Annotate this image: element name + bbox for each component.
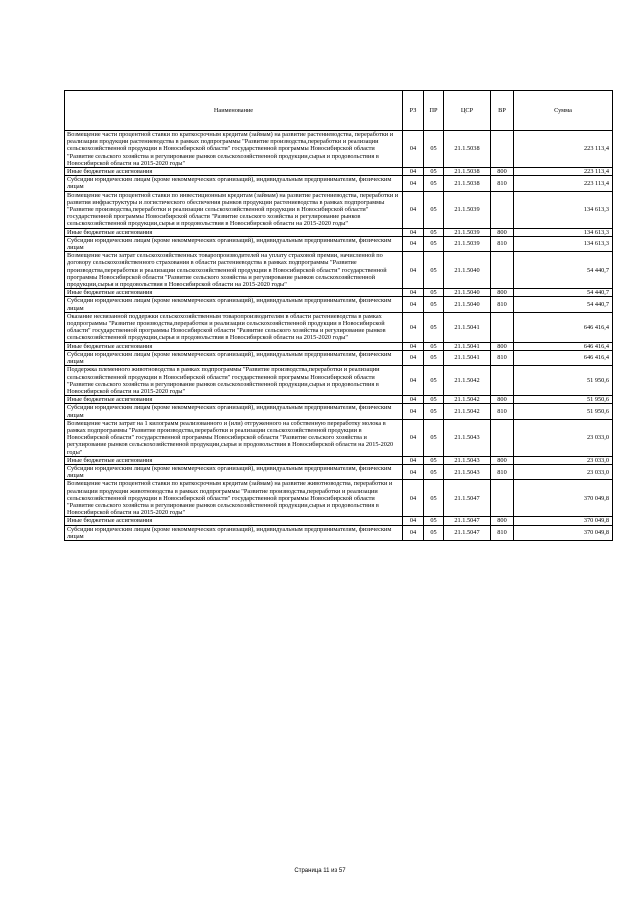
cell-vr bbox=[491, 480, 514, 517]
cell-name: Поддержка племенного животноводства в рамках подпрограммы "Развитие производства,переработки и реализации сельскохозяйственной продукции в Новосибирской области" государственной программы Новосибирской области "Развитие сельского хозяйства и регулирование рынков сельскохозяйственной продукции,сырья и продовольствия в Новосибирской области на 2015-2020 годы" bbox=[65, 366, 403, 396]
cell-pr: 05 bbox=[424, 366, 444, 396]
table-row bbox=[65, 312, 613, 342]
cell-csr: 21.1.5041 bbox=[444, 342, 491, 350]
cell-csr: 21.1.5038 bbox=[444, 131, 491, 168]
cell-csr: 21.1.5043 bbox=[444, 464, 491, 479]
cell-vr: 800 bbox=[491, 289, 514, 297]
cell-rz: 04 bbox=[403, 252, 424, 289]
cell-rz: 04 bbox=[403, 525, 424, 540]
header-sum: Сумма bbox=[514, 91, 613, 131]
cell-pr: 05 bbox=[424, 297, 444, 312]
cell-sum: 223 113,4 bbox=[514, 131, 613, 168]
cell-sum: 370 049,8 bbox=[514, 480, 613, 517]
cell-pr: 05 bbox=[424, 236, 444, 251]
cell-pr: 05 bbox=[424, 517, 444, 525]
cell-vr: 810 bbox=[491, 525, 514, 540]
cell-vr: 810 bbox=[491, 236, 514, 251]
cell-sum: 223 113,4 bbox=[514, 176, 613, 191]
cell-pr: 05 bbox=[424, 525, 444, 540]
cell-name: Оказание несвязанной поддержки сельскохозяйственным товаропроизводителям в области растениеводства в рамках подпрограммы "Развитие производства,переработки и реализации сельскохозяйственной продукции в Новосибирской области" государственной программы Новосибирской области "Развитие сельского хозяйства и регулирование рынков сельскохозяйственной продукции,сырья и продовольствия в Новосибирской области на 2015-2020 годы" bbox=[65, 312, 403, 342]
cell-name: Субсидии юридическим лицам (кроме некоммерческих организаций), индивидуальным предпринимателям, физическим лицам bbox=[65, 297, 403, 312]
table-row bbox=[65, 252, 613, 289]
cell-pr: 05 bbox=[424, 480, 444, 517]
table-row bbox=[65, 396, 613, 404]
table-row bbox=[65, 176, 613, 191]
cell-name: Иные бюджетные ассигнования bbox=[65, 396, 403, 404]
cell-name: Иные бюджетные ассигнования bbox=[65, 289, 403, 297]
table-row bbox=[65, 342, 613, 350]
cell-pr: 05 bbox=[424, 464, 444, 479]
cell-pr: 05 bbox=[424, 342, 444, 350]
cell-name: Иные бюджетные ассигнования bbox=[65, 456, 403, 464]
cell-vr: 800 bbox=[491, 168, 514, 176]
cell-vr: 810 bbox=[491, 176, 514, 191]
table-row bbox=[65, 191, 613, 228]
cell-pr: 05 bbox=[424, 312, 444, 342]
cell-rz: 04 bbox=[403, 517, 424, 525]
cell-sum: 134 613,3 bbox=[514, 236, 613, 251]
cell-sum: 54 440,7 bbox=[514, 297, 613, 312]
cell-sum: 23 033,0 bbox=[514, 456, 613, 464]
cell-rz: 04 bbox=[403, 168, 424, 176]
table-row bbox=[65, 464, 613, 479]
cell-csr: 21.1.5047 bbox=[444, 525, 491, 540]
cell-csr: 21.1.5042 bbox=[444, 396, 491, 404]
header-csr: ЦСР bbox=[444, 91, 491, 131]
cell-name: Возмещение части затрат сельскохозяйственных товаропроизводителей на уплату страховой премии, начисленной по договору сельскохозяйственного страхования в области растениеводства в рамках подпрограммы "Развитие производства,переработки и реализации сельскохозяйственной продукции в Новосибирской области" государственной программы Новосибирской области "Развитие сельского хозяйства и регулирование рынков сельскохозяйственной продукции,сырья и продовольствия в Новосибирской области на 2015-2020 годы" bbox=[65, 252, 403, 289]
cell-name: Возмещение части процентной ставки по инвестиционным кредитам (займам) на развитие растениеводства, переработки и развития инфраструктуры и логистического обеспечения рынков продукции растениеводства в рамках подпрограммы "Развитие производства,переработки и реализации сельскохозяйственной продукции в Новосибирской области" государственной программы Новосибирской области "Развитие сельского хозяйства и регулирование рынков сельскохозяйственной продукции,сырья и продовольствия в Новосибирской области на 2015-2020 годы" bbox=[65, 191, 403, 228]
table-row bbox=[65, 456, 613, 464]
cell-csr: 21.1.5047 bbox=[444, 517, 491, 525]
table-row bbox=[65, 297, 613, 312]
document-page bbox=[64, 90, 612, 541]
cell-pr: 05 bbox=[424, 289, 444, 297]
table-row bbox=[65, 168, 613, 176]
cell-sum: 51 950,6 bbox=[514, 404, 613, 419]
cell-pr: 05 bbox=[424, 456, 444, 464]
cell-sum: 646 416,4 bbox=[514, 312, 613, 342]
cell-sum: 134 613,3 bbox=[514, 228, 613, 236]
cell-pr: 05 bbox=[424, 228, 444, 236]
cell-vr: 800 bbox=[491, 456, 514, 464]
cell-sum: 134 613,3 bbox=[514, 191, 613, 228]
cell-rz: 04 bbox=[403, 289, 424, 297]
cell-rz: 04 bbox=[403, 396, 424, 404]
cell-name: Иные бюджетные ассигнования bbox=[65, 342, 403, 350]
cell-csr: 21.1.5042 bbox=[444, 404, 491, 419]
cell-csr: 21.1.5043 bbox=[444, 456, 491, 464]
cell-vr bbox=[491, 252, 514, 289]
cell-rz: 04 bbox=[403, 350, 424, 365]
cell-csr: 21.1.5039 bbox=[444, 228, 491, 236]
cell-rz: 04 bbox=[403, 404, 424, 419]
header-pr: ПР bbox=[424, 91, 444, 131]
cell-vr bbox=[491, 312, 514, 342]
table-row bbox=[65, 419, 613, 456]
cell-name: Субсидии юридическим лицам (кроме некоммерческих организаций), индивидуальным предпринимателям, физическим лицам bbox=[65, 404, 403, 419]
cell-vr: 800 bbox=[491, 517, 514, 525]
cell-pr: 05 bbox=[424, 350, 444, 365]
cell-pr: 05 bbox=[424, 176, 444, 191]
cell-sum: 646 416,4 bbox=[514, 350, 613, 365]
cell-pr: 05 bbox=[424, 168, 444, 176]
table-row bbox=[65, 480, 613, 517]
cell-rz: 04 bbox=[403, 312, 424, 342]
cell-pr: 05 bbox=[424, 191, 444, 228]
cell-name: Субсидии юридическим лицам (кроме некоммерческих организаций), индивидуальным предпринимателям, физическим лицам bbox=[65, 525, 403, 540]
cell-vr bbox=[491, 191, 514, 228]
cell-rz: 04 bbox=[403, 456, 424, 464]
header-vr: ВР bbox=[491, 91, 514, 131]
cell-pr: 05 bbox=[424, 419, 444, 456]
cell-rz: 04 bbox=[403, 464, 424, 479]
cell-name: Субсидии юридическим лицам (кроме некоммерческих организаций), индивидуальным предпринимателям, физическим лицам bbox=[65, 176, 403, 191]
cell-sum: 646 416,4 bbox=[514, 342, 613, 350]
cell-sum: 54 440,7 bbox=[514, 289, 613, 297]
cell-sum: 23 033,0 bbox=[514, 464, 613, 479]
cell-vr: 800 bbox=[491, 228, 514, 236]
cell-rz: 04 bbox=[403, 366, 424, 396]
cell-sum: 23 033,0 bbox=[514, 419, 613, 456]
table-row bbox=[65, 228, 613, 236]
cell-name: Субсидии юридическим лицам (кроме некоммерческих организаций), индивидуальным предпринимателям, физическим лицам bbox=[65, 236, 403, 251]
cell-csr: 21.1.5041 bbox=[444, 350, 491, 365]
cell-csr: 21.1.5040 bbox=[444, 297, 491, 312]
cell-rz: 04 bbox=[403, 131, 424, 168]
cell-csr: 21.1.5039 bbox=[444, 236, 491, 251]
cell-vr: 800 bbox=[491, 342, 514, 350]
cell-vr bbox=[491, 419, 514, 456]
cell-rz: 04 bbox=[403, 297, 424, 312]
cell-name: Возмещение части процентной ставки по краткосрочным кредитам (займам) на развитие растениеводства, переработки и реализации продукции растениеводства в рамках подпрограммы "Развитие производства,переработки и реализации сельскохозяйственной продукции в Новосибирской области" государственной программы Новосибирской области "Развитие сельского хозяйства и регулирование рынков сельскохозяйственной продукции,сырья и продовольствия в Новосибирской области на 2015-2020 годы" bbox=[65, 131, 403, 168]
cell-vr bbox=[491, 366, 514, 396]
cell-rz: 04 bbox=[403, 480, 424, 517]
cell-csr: 21.1.5043 bbox=[444, 419, 491, 456]
cell-name: Возмещение части процентной ставки по краткосрочным кредитам (займам) на развитие животноводства, переработки и реализации продукции животноводства в рамках подпрограммы "Развитие производства,переработки и реализации сельскохозяйственной продукции в Новосибирской области" государственной программы Новосибирской области "Развитие сельского хозяйства и регулирование рынков сельскохозяйственной продукции,сырья и продовольствия в Новосибирской области на 2015-2020 годы" bbox=[65, 480, 403, 517]
cell-csr: 21.1.5038 bbox=[444, 168, 491, 176]
header-name: Наименование bbox=[65, 91, 403, 131]
cell-rz: 04 bbox=[403, 191, 424, 228]
table-row bbox=[65, 525, 613, 540]
cell-rz: 04 bbox=[403, 228, 424, 236]
header-rz: РЗ bbox=[403, 91, 424, 131]
cell-name: Возмещение части затрат на 1 килограмм реализованного и (или) отгруженного на собственную переработку молока в рамках подпрограммы "Развитие производства,переработки и реализации сельскохозяйственной продукции в Новосибирской области" государственной программы Новосибирской области "Развитие сельского хозяйства и регулирование рынков сельскохозяйственной продукции,сырья и продовольствия в Новосибирской области на 2015-2020 годы" bbox=[65, 419, 403, 456]
cell-rz: 04 bbox=[403, 236, 424, 251]
cell-csr: 21.1.5040 bbox=[444, 289, 491, 297]
cell-sum: 54 440,7 bbox=[514, 252, 613, 289]
cell-name: Иные бюджетные ассигнования bbox=[65, 168, 403, 176]
cell-rz: 04 bbox=[403, 176, 424, 191]
table-row bbox=[65, 517, 613, 525]
page-number: Страница 11 из 57 bbox=[294, 868, 346, 874]
cell-csr: 21.1.5038 bbox=[444, 176, 491, 191]
cell-vr: 810 bbox=[491, 350, 514, 365]
cell-name: Субсидии юридическим лицам (кроме некоммерческих организаций), индивидуальным предпринимателям, физическим лицам bbox=[65, 350, 403, 365]
cell-sum: 370 049,8 bbox=[514, 517, 613, 525]
cell-csr: 21.1.5047 bbox=[444, 480, 491, 517]
cell-vr: 800 bbox=[491, 396, 514, 404]
cell-csr: 21.1.5042 bbox=[444, 366, 491, 396]
cell-pr: 05 bbox=[424, 131, 444, 168]
table-row bbox=[65, 131, 613, 168]
cell-vr: 810 bbox=[491, 464, 514, 479]
budget-table bbox=[64, 90, 613, 541]
table-header-row bbox=[65, 91, 613, 131]
cell-vr: 810 bbox=[491, 404, 514, 419]
cell-rz: 04 bbox=[403, 342, 424, 350]
table-row bbox=[65, 366, 613, 396]
table-row bbox=[65, 404, 613, 419]
table-row bbox=[65, 289, 613, 297]
cell-pr: 05 bbox=[424, 404, 444, 419]
cell-sum: 223 113,4 bbox=[514, 168, 613, 176]
table-row bbox=[65, 236, 613, 251]
cell-pr: 05 bbox=[424, 396, 444, 404]
cell-csr: 21.1.5039 bbox=[444, 191, 491, 228]
table-row bbox=[65, 350, 613, 365]
cell-pr: 05 bbox=[424, 252, 444, 289]
cell-rz: 04 bbox=[403, 419, 424, 456]
cell-sum: 51 950,6 bbox=[514, 366, 613, 396]
cell-csr: 21.1.5041 bbox=[444, 312, 491, 342]
cell-name: Иные бюджетные ассигнования bbox=[65, 517, 403, 525]
cell-sum: 370 049,8 bbox=[514, 525, 613, 540]
cell-vr bbox=[491, 131, 514, 168]
cell-vr: 810 bbox=[491, 297, 514, 312]
cell-sum: 51 950,6 bbox=[514, 396, 613, 404]
cell-csr: 21.1.5040 bbox=[444, 252, 491, 289]
cell-name: Субсидии юридическим лицам (кроме некоммерческих организаций), индивидуальным предпринимателям, физическим лицам bbox=[65, 464, 403, 479]
cell-name: Иные бюджетные ассигнования bbox=[65, 228, 403, 236]
